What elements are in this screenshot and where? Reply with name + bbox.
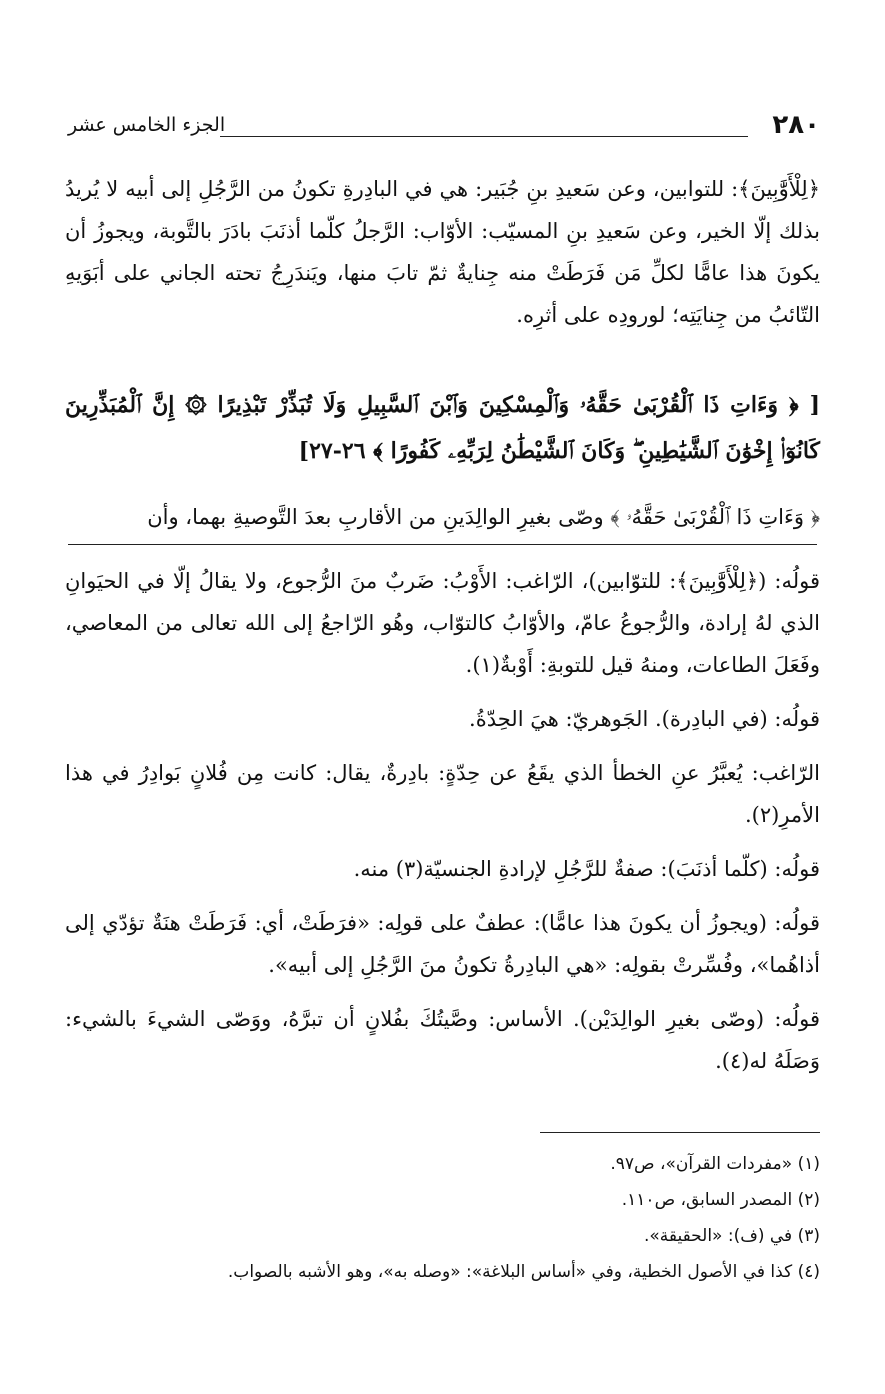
commentary-paragraph: قولُه: (كلّما أذنَبَ): صفةٌ للرَّجُلِ لإرادةِ الجنسيّة(٣) منه. [353,857,820,881]
text-divider [68,544,817,545]
main-paragraph: ﴿لِلْأَوَّٰبِينَ﴾: للتوابين، وعن سَعيدِ بنِ جُبَير: هي في البادِرةِ تكونُ من الرَّجُلِ إلى أبيه لا يُريدُ بذلك إلّا الخير، وعن سَعيدِ بنِ المسيّب: الأوّاب: الرَّجلُ كلّما أذنَبَ بادَرَ بالتَّوبة، ويجوزُ أن يكونَ هذا عامًّا لكلِّ مَن فَرَطَتْ منه جِنايةٌ ثمّ تابَ منها، ويَندَرِجُ تحته الجاني على أبَوَيهِ التّائبُ من جِنايَتِه؛ لورودِه على أثرِه. [65,177,820,327]
main-text [65,168,820,336]
verse-text: [ ﴿ وَءَاتِ ذَا ٱلْقُرْبَىٰ حَقَّهُۥ وَٱلْمِسْكِينَ وَٱبْنَ ٱلسَّبِيلِ وَلَا تُبَذِّرْ تَبْذِيرًا ۞ إِنَّ ٱلْمُبَذِّرِينَ كَانُوٓا۟ إِخْوَٰنَ ٱلشَّيَٰطِينِ ۖ وَكَانَ ٱلشَّيْطَٰنُ لِرَبِّهِۦ كَفُورًا ﴾ ٢٦-٢٧] [65,392,820,464]
verse-commentary-start [65,496,820,538]
footnote: (٤) كذا في الأصول الخطية، وفي «أساس البلاغة»: «وصله به»، وهو الأشبه بالصواب. [227,1262,820,1282]
page-number: ٢٨٠ [772,110,820,140]
quran-verse [65,382,820,474]
commentary-paragraph: قولُه: (وصّى بغيرِ الوالِدَيْن). الأساس: وصَّيتُكَ بفُلانٍ أن تبرَّهُ، ووَصّى الشيءَ بالشيء: وَصَلَهُ له(٤). [65,1007,820,1073]
running-header [68,110,820,150]
footnote: (١) «مفردات القرآن»، ص٩٧. [610,1154,820,1174]
commentary-paragraph: قولُه: (ويجوزُ أن يكونَ هذا عامًّا): عطفٌ على قولِه: «فرَطَتْ، أي: فَرَطَتْ هنَةٌ تؤدّي إلى أذاهُما»، وفُسِّرتْ بقولِه: «هي البادِرةُ تكونُ منَ الرَّجُلِ إلى أبيه». [65,911,820,977]
commentary-paragraph: قولُه: (﴿لِلْأَوَّٰبِينَ﴾: للتوّابين)، الرّاغب: الأَوْبُ: ضَربٌ منَ الرُّجوع، ولا يقالُ إلّا في الحيَوانِ الذي لهُ إرادة، والرُّجوعُ عامّ، والأوّابُ كالتوّاب، وهُو الرّاجعُ إلى الله تعالى من المعاصي، وفَعَلَ الطاعات، ومنهُ قيل للتوبةِ: أَوْبةٌ(١). [65,569,820,677]
volume-title: الجزء الخامس عشر [68,114,226,136]
commentary-paragraph: الرّاغب: يُعبَّرُ عنِ الخطأ الذي يقَعُ عن حِدّةٍ: بادِرةٌ، يقال: كانت مِن فُلانٍ بَوادِرُ في هذا الأمرِ(٢). [65,761,820,827]
verse-continuation: ﴿ وَءَاتِ ذَا ٱلْقُرْبَىٰ حَقَّهُۥ ﴾ وصّى بغيرِ الوالِدَينِ من الأقاربِ بعدَ التَّوصيةِ بهما، وأن [147,505,820,529]
commentary-paragraph: قولُه: (في البادِرة). الجَوهريّ: هيَ الحِدّةُ. [469,707,820,731]
header-rule [220,136,748,137]
footnote: (٣) في (ف): «الحقيقة». [643,1226,820,1246]
footnote: (٢) المصدر السابق، ص١١٠. [621,1190,820,1210]
footnote-rule [540,1132,820,1133]
footnotes [65,1146,820,1290]
commentary-section [65,560,820,1094]
